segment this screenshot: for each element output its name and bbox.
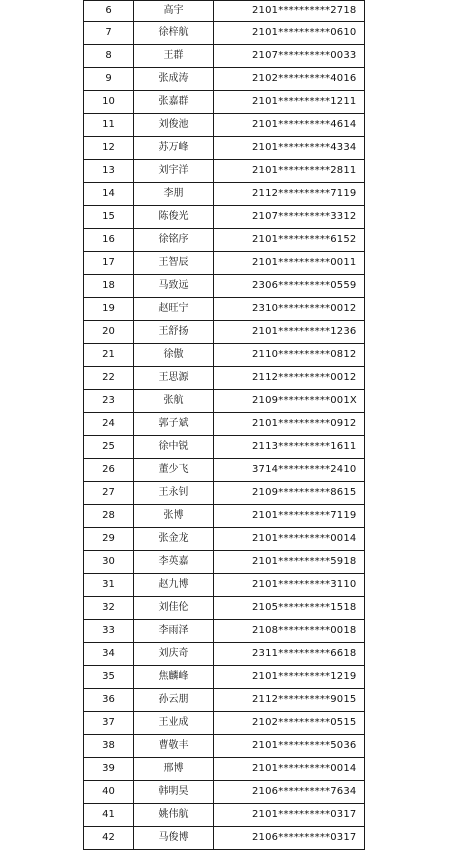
row-number-cell: 40 — [84, 781, 134, 804]
table-row — [84, 413, 365, 436]
row-name-cell: 王智辰 — [134, 252, 214, 275]
row-id-number-cell: 2101**********0912 — [214, 413, 365, 436]
table-row — [84, 229, 365, 252]
row-id-number-cell: 2101**********0014 — [214, 758, 365, 781]
row-name-cell: 张成涛 — [134, 68, 214, 91]
row-name-cell: 王群 — [134, 45, 214, 68]
row-number-cell: 15 — [84, 206, 134, 229]
row-number-cell: 30 — [84, 551, 134, 574]
table-row — [84, 22, 365, 45]
row-id-number-cell: 2306**********0559 — [214, 275, 365, 298]
row-name-cell: 马致远 — [134, 275, 214, 298]
row-name-cell: 刘佳伦 — [134, 597, 214, 620]
row-name-cell: 董少飞 — [134, 459, 214, 482]
row-name-cell: 徐傲 — [134, 344, 214, 367]
row-name-cell: 曹敬丰 — [134, 735, 214, 758]
row-number-cell: 39 — [84, 758, 134, 781]
table-row — [84, 482, 365, 505]
table-row — [84, 91, 365, 114]
table-row — [84, 252, 365, 275]
row-number-cell: 31 — [84, 574, 134, 597]
row-name-cell: 徐中锐 — [134, 436, 214, 459]
row-id-number-cell: 2101**********1211 — [214, 91, 365, 114]
row-id-number-cell: 2101**********3110 — [214, 574, 365, 597]
row-id-number-cell: 2105**********1518 — [214, 597, 365, 620]
row-id-number-cell: 2109**********8615 — [214, 482, 365, 505]
table-row — [84, 712, 365, 735]
table-row — [84, 758, 365, 781]
table-row — [84, 321, 365, 344]
row-id-number-cell: 2107**********0033 — [214, 45, 365, 68]
table-row — [84, 781, 365, 804]
table-row — [84, 666, 365, 689]
row-name-cell: 徐梓航 — [134, 22, 214, 45]
row-id-number-cell: 2101**********6152 — [214, 229, 365, 252]
row-name-cell: 高宇 — [134, 1, 214, 22]
row-number-cell: 16 — [84, 229, 134, 252]
roster-table — [83, 0, 365, 850]
table-row — [84, 344, 365, 367]
table-row — [84, 551, 365, 574]
row-id-number-cell: 2101**********2811 — [214, 160, 365, 183]
table-row — [84, 574, 365, 597]
row-id-number-cell: 2112**********9015 — [214, 689, 365, 712]
table-row — [84, 160, 365, 183]
row-number-cell: 17 — [84, 252, 134, 275]
row-number-cell: 20 — [84, 321, 134, 344]
row-number-cell: 8 — [84, 45, 134, 68]
row-name-cell: 张航 — [134, 390, 214, 413]
table-row — [84, 505, 365, 528]
row-name-cell: 姚伟航 — [134, 804, 214, 827]
table-row — [84, 804, 365, 827]
row-number-cell: 9 — [84, 68, 134, 91]
row-id-number-cell: 2310**********0012 — [214, 298, 365, 321]
row-number-cell: 29 — [84, 528, 134, 551]
row-id-number-cell: 2101**********5918 — [214, 551, 365, 574]
row-name-cell: 张金龙 — [134, 528, 214, 551]
table-row — [84, 68, 365, 91]
row-number-cell: 19 — [84, 298, 134, 321]
row-id-number-cell: 2101**********0610 — [214, 22, 365, 45]
row-number-cell: 7 — [84, 22, 134, 45]
row-name-cell: 郭子斌 — [134, 413, 214, 436]
row-id-number-cell: 2101**********1219 — [214, 666, 365, 689]
table-row — [84, 643, 365, 666]
row-number-cell: 35 — [84, 666, 134, 689]
row-id-number-cell: 2101**********0011 — [214, 252, 365, 275]
row-name-cell: 李朋 — [134, 183, 214, 206]
row-id-number-cell: 2101**********4334 — [214, 137, 365, 160]
row-id-number-cell: 2107**********3312 — [214, 206, 365, 229]
table-row — [84, 206, 365, 229]
row-number-cell: 21 — [84, 344, 134, 367]
row-number-cell: 10 — [84, 91, 134, 114]
row-name-cell: 邢博 — [134, 758, 214, 781]
row-id-number-cell: 2113**********1611 — [214, 436, 365, 459]
row-id-number-cell: 2102**********4016 — [214, 68, 365, 91]
row-name-cell: 韩明昊 — [134, 781, 214, 804]
row-id-number-cell: 2112**********0012 — [214, 367, 365, 390]
row-name-cell: 王舒扬 — [134, 321, 214, 344]
table-row — [84, 689, 365, 712]
table-row — [84, 597, 365, 620]
table-row — [84, 45, 365, 68]
table-row — [84, 459, 365, 482]
row-number-cell: 22 — [84, 367, 134, 390]
row-id-number-cell: 2106**********0317 — [214, 827, 365, 850]
row-name-cell: 张博 — [134, 505, 214, 528]
row-id-number-cell: 2101**********0014 — [214, 528, 365, 551]
row-name-cell: 刘庆奇 — [134, 643, 214, 666]
row-number-cell: 26 — [84, 459, 134, 482]
row-name-cell: 刘宇洋 — [134, 160, 214, 183]
row-name-cell: 陈俊光 — [134, 206, 214, 229]
row-number-cell: 25 — [84, 436, 134, 459]
table-row — [84, 827, 365, 850]
row-id-number-cell: 2101**********4614 — [214, 114, 365, 137]
row-name-cell: 孙云朋 — [134, 689, 214, 712]
row-id-number-cell: 2101**********2718 — [214, 1, 365, 22]
row-id-number-cell: 2110**********0812 — [214, 344, 365, 367]
row-number-cell: 42 — [84, 827, 134, 850]
roster-sheet — [83, 0, 365, 850]
row-number-cell: 14 — [84, 183, 134, 206]
row-number-cell: 13 — [84, 160, 134, 183]
row-name-cell: 李雨泽 — [134, 620, 214, 643]
row-number-cell: 27 — [84, 482, 134, 505]
row-number-cell: 41 — [84, 804, 134, 827]
row-id-number-cell: 2109**********001X — [214, 390, 365, 413]
row-id-number-cell: 2108**********0018 — [214, 620, 365, 643]
table-row — [84, 298, 365, 321]
row-name-cell: 徐铭序 — [134, 229, 214, 252]
row-name-cell: 李英嘉 — [134, 551, 214, 574]
row-name-cell: 马俊博 — [134, 827, 214, 850]
row-number-cell: 34 — [84, 643, 134, 666]
row-id-number-cell: 3714**********2410 — [214, 459, 365, 482]
row-number-cell: 37 — [84, 712, 134, 735]
row-number-cell: 36 — [84, 689, 134, 712]
row-id-number-cell: 2101**********7119 — [214, 505, 365, 528]
table-row — [84, 1, 365, 22]
row-number-cell: 32 — [84, 597, 134, 620]
row-id-number-cell: 2101**********1236 — [214, 321, 365, 344]
row-number-cell: 6 — [84, 1, 134, 22]
table-row — [84, 436, 365, 459]
row-name-cell: 焦麟峰 — [134, 666, 214, 689]
row-id-number-cell: 2112**********7119 — [214, 183, 365, 206]
row-number-cell: 38 — [84, 735, 134, 758]
row-name-cell: 王业成 — [134, 712, 214, 735]
row-name-cell: 刘俊池 — [134, 114, 214, 137]
roster-table-body — [84, 1, 365, 850]
table-row — [84, 367, 365, 390]
table-row — [84, 620, 365, 643]
table-row — [84, 114, 365, 137]
row-number-cell: 12 — [84, 137, 134, 160]
row-name-cell: 赵九博 — [134, 574, 214, 597]
row-id-number-cell: 2101**********5036 — [214, 735, 365, 758]
table-row — [84, 275, 365, 298]
table-row — [84, 735, 365, 758]
row-name-cell: 王永钊 — [134, 482, 214, 505]
row-id-number-cell: 2106**********7634 — [214, 781, 365, 804]
table-row — [84, 528, 365, 551]
row-number-cell: 23 — [84, 390, 134, 413]
row-id-number-cell: 2311**********6618 — [214, 643, 365, 666]
row-number-cell: 11 — [84, 114, 134, 137]
table-row — [84, 137, 365, 160]
row-id-number-cell: 2101**********0317 — [214, 804, 365, 827]
table-row — [84, 390, 365, 413]
row-name-cell: 赵旺宁 — [134, 298, 214, 321]
row-number-cell: 18 — [84, 275, 134, 298]
row-number-cell: 28 — [84, 505, 134, 528]
table-row — [84, 183, 365, 206]
row-number-cell: 33 — [84, 620, 134, 643]
row-id-number-cell: 2102**********0515 — [214, 712, 365, 735]
row-number-cell: 24 — [84, 413, 134, 436]
row-name-cell: 王思源 — [134, 367, 214, 390]
row-name-cell: 苏万峰 — [134, 137, 214, 160]
row-name-cell: 张嘉群 — [134, 91, 214, 114]
